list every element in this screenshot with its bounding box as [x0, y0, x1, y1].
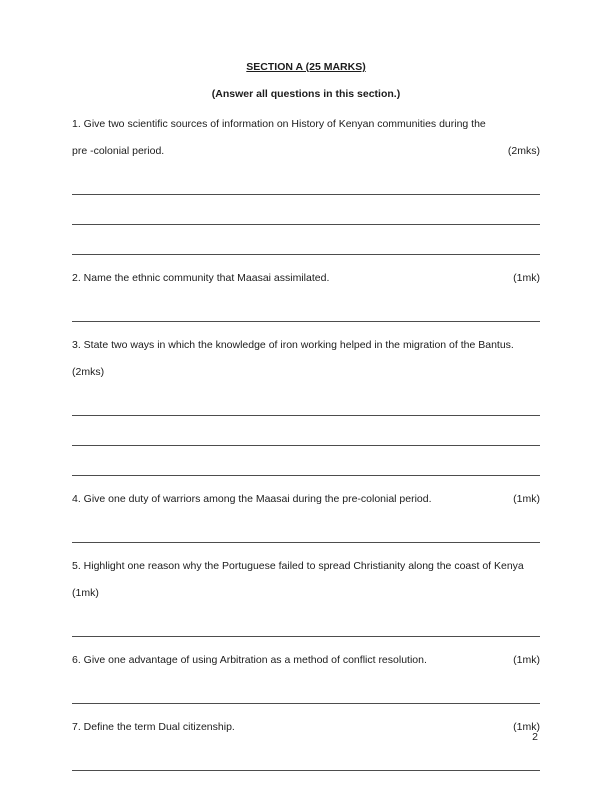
answer-line: [72, 225, 540, 255]
question-item: [72, 265, 540, 322]
question-marks: (1mk): [513, 721, 540, 733]
question-row: [72, 714, 540, 741]
question-row: [72, 111, 540, 165]
question-text: 6. Give one advantage of using Arbitration as a method of conflict resolution.: [72, 654, 427, 666]
question-marks: (2mks): [507, 145, 540, 157]
question-item: [72, 553, 540, 637]
question-item: [72, 647, 540, 704]
question-item: [72, 332, 540, 476]
answer-line: [72, 741, 540, 771]
section-heading: SECTION A (25 MARKS): [246, 61, 366, 73]
question-text: 2. Name the ethnic community that Maasai assimilated.: [72, 272, 330, 284]
answer-line: [72, 195, 540, 225]
answer-line: [72, 165, 540, 195]
question-item: [72, 714, 540, 771]
question-text: 5. Highlight one reason why the Portuguese failed to spread Christianity along the coast of Kenya (1mk): [72, 560, 524, 599]
question-row: [72, 265, 540, 292]
answer-line: [72, 446, 540, 476]
question-row: [72, 486, 540, 513]
answer-line: [72, 513, 540, 543]
question-text: 1. Give two scientific sources of information on History of Kenyan communities during the pre -colonial period.: [72, 118, 486, 157]
question-row: [72, 553, 540, 607]
question-text: 4. Give one duty of warriors among the Maasai during the pre-colonial period.: [72, 493, 432, 505]
question-text: 3. State two ways in which the knowledge of iron working helped in the migration of the Bantus. (2mks): [72, 339, 514, 378]
page-number: 2: [532, 731, 538, 743]
question-row: [72, 647, 540, 674]
question-item: [72, 486, 540, 543]
answer-line: [72, 674, 540, 704]
question-text: 7. Define the term Dual citizenship.: [72, 721, 235, 733]
section-instruction: (Answer all questions in this section.): [211, 88, 401, 100]
question-item: [72, 111, 540, 255]
questions-list: [72, 111, 540, 771]
question-row: [72, 332, 540, 386]
answer-line: [72, 607, 540, 637]
question-marks: (1mk): [513, 654, 540, 666]
answer-line: [72, 386, 540, 416]
question-marks: (1mk): [513, 493, 540, 505]
answer-line: [72, 416, 540, 446]
question-marks: (1mk): [513, 272, 540, 284]
answer-line: [72, 292, 540, 322]
